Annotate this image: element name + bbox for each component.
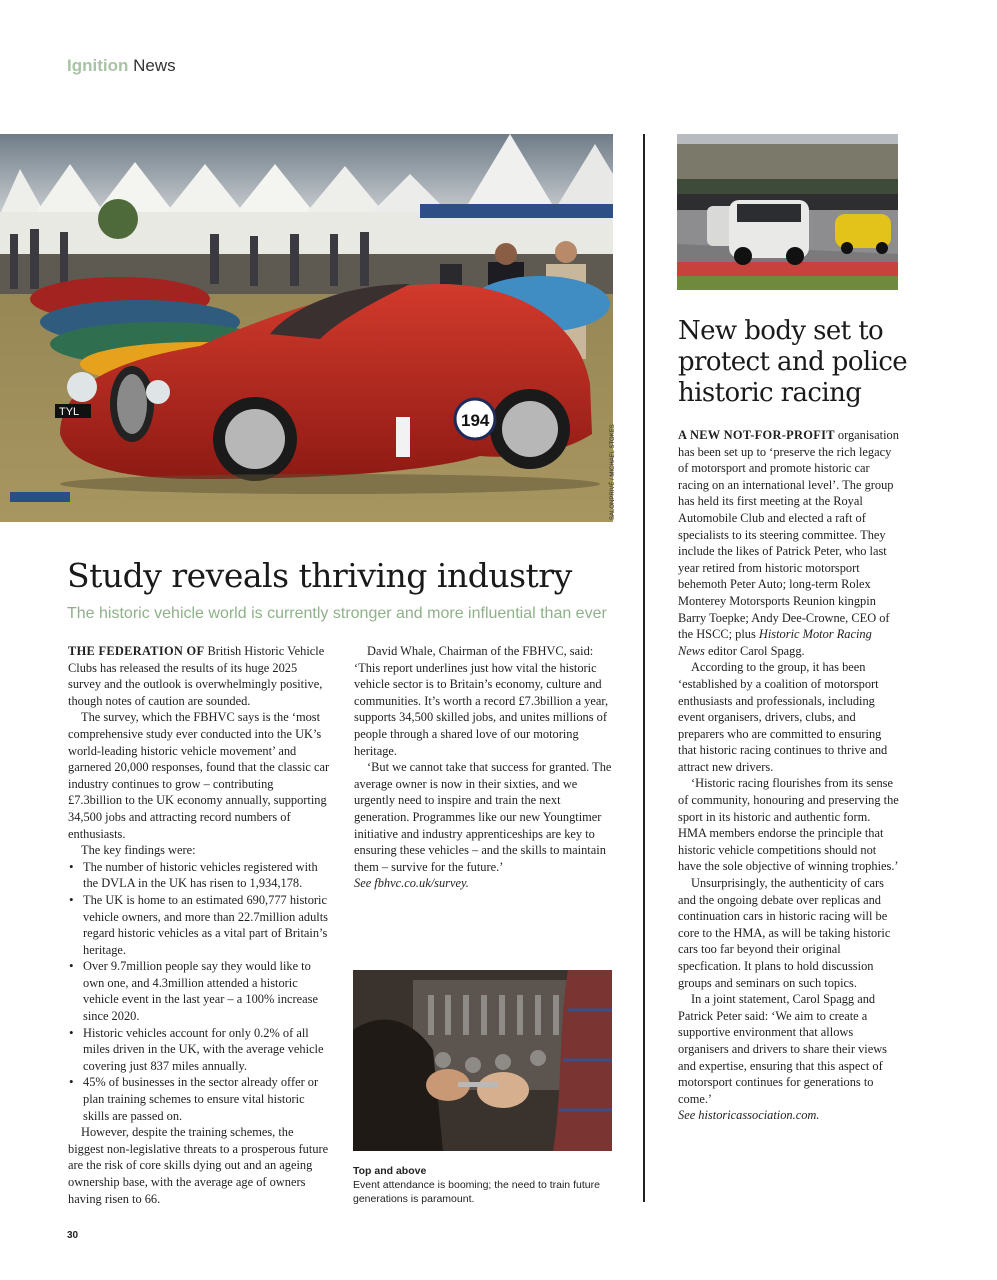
main-lead-in: THE FEDERATION OF [68, 644, 205, 658]
workshop-photo [353, 970, 612, 1151]
list-item: • The number of historic vehicles registered with the DVLA in the UK has risen to 1,934,178. [83, 859, 330, 892]
side-see-also: See historicassociation.com. [678, 1108, 820, 1123]
brand-label: Ignition [67, 56, 129, 75]
main-photo [0, 134, 613, 522]
page-number: 30 [67, 1230, 79, 1241]
main-paragraph-5: David Whale, Chairman of the FBHVC, said: ‘This report underlines just how vital the historic vehicle sector is to Britain’s economy, culture and communities. It’s worth a record £7.3billion a year, supports 34,500 skilled jobs, and unites millions of people through a shared love of our motoring heritage. [354, 644, 609, 758]
photo-credit: SALONPRIVÉ / MICHAEL STOKES [610, 424, 616, 520]
list-item: • The UK is home to an estimated 690,777 historic vehicle owners, and more than 22.7million adults regard historic vehicles as a vital part of Britain’s heritage. [83, 892, 330, 958]
main-article-column-2 [354, 643, 616, 892]
column-divider [643, 134, 645, 1202]
side-headline: New body set to protect and police historic racing [678, 316, 908, 408]
section-label: News [133, 56, 176, 75]
race-number-text: 194 [461, 411, 490, 430]
main-paragraph-6: ‘But we cannot take that success for granted. The average owner is now in their sixties, and we urgently need to inspire and train the next generation. Programmes like our new Youngtimer initiative and industry apprenticeships are key to ensuring these vehicles – and the skills to maintain them – survive for the future.’ [354, 760, 612, 874]
main-paragraph-2: The survey, which the FBHVC says is the ‘most comprehensive study ever conducted into the UK’s world-leading historic vehicle movement’ and garnered 20,000 responses, found that the classic car industry continues to grow – contributing £7.3billion to the UK economy annually, supporting 34,500 jobs and attracting record numbers of enthusiasts. [68, 710, 330, 841]
side-photo [677, 134, 898, 290]
section-header [67, 56, 176, 76]
list-item: • Historic vehicles account for only 0.2% of all miles driven in the UK, with the average vehicle covering just 837 miles annually. [83, 1025, 330, 1075]
main-article-column-1 [68, 643, 330, 1207]
caption-text: Event attendance is booming; the need to train future generations is paramount. [353, 1179, 600, 1205]
caption-title: Top and above [353, 1165, 427, 1177]
side-paragraph-5: In a joint statement, Carol Spagg and Patrick Peter said: ‘We aim to create a supportive environment that allows organisers and drivers to share their views and expertise, ensuring that this aspect of motorsport continues for generations to come.’ [678, 992, 887, 1106]
main-paragraph-4: However, despite the training schemes, the biggest non-legislative threats to a prosperous future are the risk of core skills dying out and an ageing ownership base, with the average age of owners having risen to 66. [68, 1125, 329, 1206]
side-article-column [678, 427, 900, 1124]
side-paragraph-4: Unsurprisingly, the authenticity of cars and the ongoing debate over replicas and continuation cars in historic racing will be core to the HMA, as will be taking historic cars too far beyond their original specfication. It plans to hold discussion groups and seminars on such topics. [678, 876, 891, 990]
main-paragraph-1: THE FEDERATION OF British Historic Vehicle Clubs has released the results of its huge 2025 survey and the outlook is overwhelmingly positive, though notes of caution are sounded. [68, 644, 325, 708]
photo-caption [353, 1164, 613, 1206]
main-see-also: See fbhvc.co.uk/survey. [354, 876, 469, 891]
main-paragraph-3: The key findings were: [81, 843, 196, 858]
side-paragraph-2: According to the group, it has been ‘established by a coalition of motorsport enthusiasts and professionals, including event organisers, drivers, clubs, and preparers who are committed to ensuring that historic racing continues to thrive and attract new drivers. [678, 660, 888, 774]
standfirst: The historic vehicle world is currently stronger and more influential than ever [67, 605, 607, 622]
side-lead-in: A NEW NOT-FOR-PROFIT [678, 428, 835, 442]
side-paragraph-1: A NEW NOT-FOR-PROFIT organisation has been set up to ‘preserve the rich legacy of motorsport and promote historic car racing on an international level’. The group has held its first meeting at the Royal Automobile Club and elected a raft of specialists to its steering committee. They include the likes of Patrick Peter, who last year retired from historic motorsport behemoth Peter Auto; long-term Rolex Monterey Motorsports Reunion kingpin Barry Toepke; Andy Dee-Crowne, CEO of the HSCC; plus Historic Motor Racing News editor Carol Spagg. [678, 428, 899, 658]
list-item: • Over 9.7million people say they would like to own one, and 4.3million attended a historic vehicle event in the last year – a 100% increase since 2020. [83, 958, 330, 1024]
number-plate-text: TYL [59, 406, 80, 418]
key-findings-list [68, 859, 330, 1125]
main-headline: Study reveals thriving industry [67, 556, 572, 595]
side-paragraph-3: ‘Historic racing flourishes from its sense of community, honouring and preserving the sport in its historic and authentic form. HMA members endorse the principle that historic vehicle competitions should not have the sole objective of winning trophies.’ [678, 776, 899, 874]
list-item: • 45% of businesses in the sector already offer or plan training schemes to ensure vital historic skills are passed on. [83, 1074, 330, 1124]
